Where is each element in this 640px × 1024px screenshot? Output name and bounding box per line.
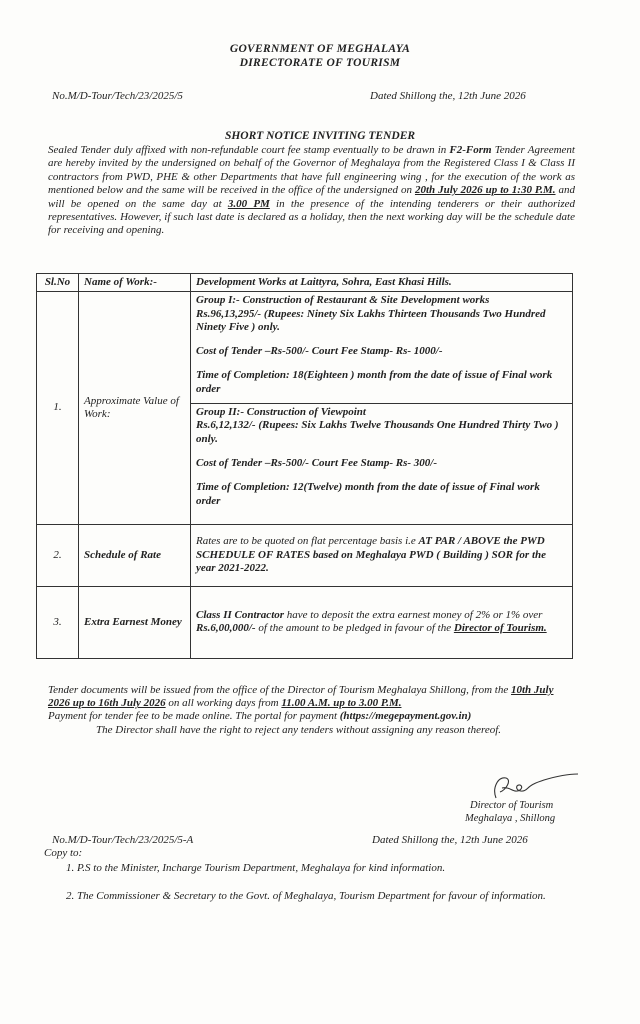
submission-deadline: 20th July 2026 up to 1:30 P.M. (414, 184, 556, 197)
emd-text-1: have to deposit the extra earnest money of 2% or 1% over (284, 609, 543, 622)
rate-text: Rates are to be quoted on flat percentage basis i.e (196, 535, 419, 548)
group-1-block (191, 292, 572, 403)
table-row (37, 292, 573, 525)
table-row (37, 586, 573, 658)
row-2-sl: 2. (37, 524, 79, 586)
signature-image (480, 770, 590, 804)
group-1-title: Group I:- Construction of Restaurant & Site Development works (196, 294, 490, 307)
body-text-4: in the presence of the intending tenderers or their authorized representatives. However, if such last date is declared as a holiday, then the next working day will be the schedule date for receiving and opening. (48, 197, 575, 237)
emd-amount: Rs.6,00,000/- (196, 622, 256, 635)
copy-to-label: Copy to: (44, 847, 83, 859)
group-1-amount: Rs.96,13,295/- (Rupees: Ninety Six Lakhs Thirteen Thousands Two Hundred Ninety Five ) only. (196, 307, 546, 333)
header-sl-no: Sl.No (37, 274, 79, 292)
issue-dates: 10th July 2026 up to 16th July 2026 (48, 684, 554, 710)
issue-paragraph (48, 684, 573, 737)
body-text-2: Tender Agreement are hereby invited by the undersigned on behalf of the Governor of Meghalaya from the Registered Class I & Class II contractors from PWD, PHE & other Departments that have full engineering wing , for the execution of the work as mentioned below and the same will be received in the office of the undersigned on (48, 144, 575, 197)
row-2-label: Schedule of Rate (79, 524, 191, 586)
row-3-label: Extra Earnest Money (79, 586, 191, 658)
rate-basis: AT PAR / ABOVE the PWD SCHEDULE OF RATES based on Meghalaya PWD ( Building ) SOR for the year 2021-2022. (196, 535, 547, 574)
header-work-description: Development Works at Laittyra, Sohra, East Khasi Hills. (191, 274, 573, 292)
issue-text-1: Tender documents will be issued from the office of the Director of Tourism Meghalaya Shillong, from the (48, 684, 511, 696)
copy-item-2: 2. The Commissioner & Secretary to the Govt. of Meghalaya, Tourism Department for favour of information. (66, 890, 546, 902)
opening-time: 3.00 PM (227, 197, 270, 210)
emd-payee: Director of Tourism. (453, 622, 547, 635)
copy-date: Dated Shillong the, 12th June 2026 (372, 834, 528, 846)
row-3-detail (191, 586, 573, 658)
payment-text: Payment for tender fee to be made online. The portal for payment (48, 710, 340, 723)
tender-table (36, 273, 573, 659)
issue-text-2: on all working days from (165, 697, 282, 710)
emd-text-2: of the amount to be pledged in favour of the (255, 622, 454, 635)
f2-form: F2-Form (449, 144, 492, 156)
row-1-label: Approximate Value of Work: (79, 292, 191, 525)
row-3-sl: 3. (37, 586, 79, 658)
signatory-place: Meghalaya , Shillong (465, 813, 556, 824)
copy-reference-number: No.M/D-Tour/Tech/23/2025/5-A (52, 834, 194, 846)
row-2-detail (191, 524, 573, 586)
group-1-completion: Time of Completion: 18(Eighteen ) month from the date of issue of Final work order (196, 369, 553, 395)
table-header-row (37, 274, 573, 292)
reference-number: No.M/D-Tour/Tech/23/2025/5 (52, 90, 183, 102)
table-row (37, 524, 573, 586)
notice-body (48, 144, 575, 238)
group-2-cost: Cost of Tender –Rs-500/- Court Fee Stamp- Rs- 300/- (196, 456, 437, 469)
group-2-amount: Rs.6,12,132/- (Rupees: Six Lakhs Twelve Thousands One Hundred Thirty Two ) only. (196, 419, 559, 445)
signatory-title: Director of Tourism (470, 800, 554, 811)
copy-item-1: 1. P.S to the Minister, Incharge Tourism Department, Meghalaya for kind information. (66, 862, 446, 874)
header-line-1: GOVERNMENT OF MEGHALAYA (229, 43, 411, 55)
group-2-completion: Time of Completion: 12(Twelve) month from the date of issue of Final work order (196, 481, 540, 507)
rejection-clause: The Director shall have the right to reject any tenders without assigning any reason thereof. (96, 723, 502, 736)
group-1-cost: Cost of Tender –Rs-500/- Court Fee Stamp- Rs- 1000/- (196, 345, 443, 358)
body-text-3: and will be opened on the same day at (48, 184, 575, 210)
header-name-of-work: Name of Work:- (79, 274, 191, 292)
row-1-sl: 1. (37, 292, 79, 525)
group-2-block (191, 403, 572, 524)
contractor-class: Class II Contractor (196, 609, 285, 622)
notice-title: SHORT NOTICE INVITING TENDER (224, 130, 416, 142)
payment-portal: (https://megepayment.gov.in) (339, 710, 472, 723)
body-text-1: Sealed Tender duly affixed with non-refundable court fee stamp eventually to be drawn in (48, 144, 450, 156)
issue-date: Dated Shillong the, 12th June 2026 (370, 90, 526, 102)
row-1-detail (191, 292, 573, 525)
issue-hours: 11.00 A.M. up to 3.00 P.M. (281, 697, 402, 710)
header-line-2: DIRECTORATE OF TOURISM (239, 57, 401, 69)
group-2-title: Group II:- Construction of Viewpoint (196, 406, 366, 419)
